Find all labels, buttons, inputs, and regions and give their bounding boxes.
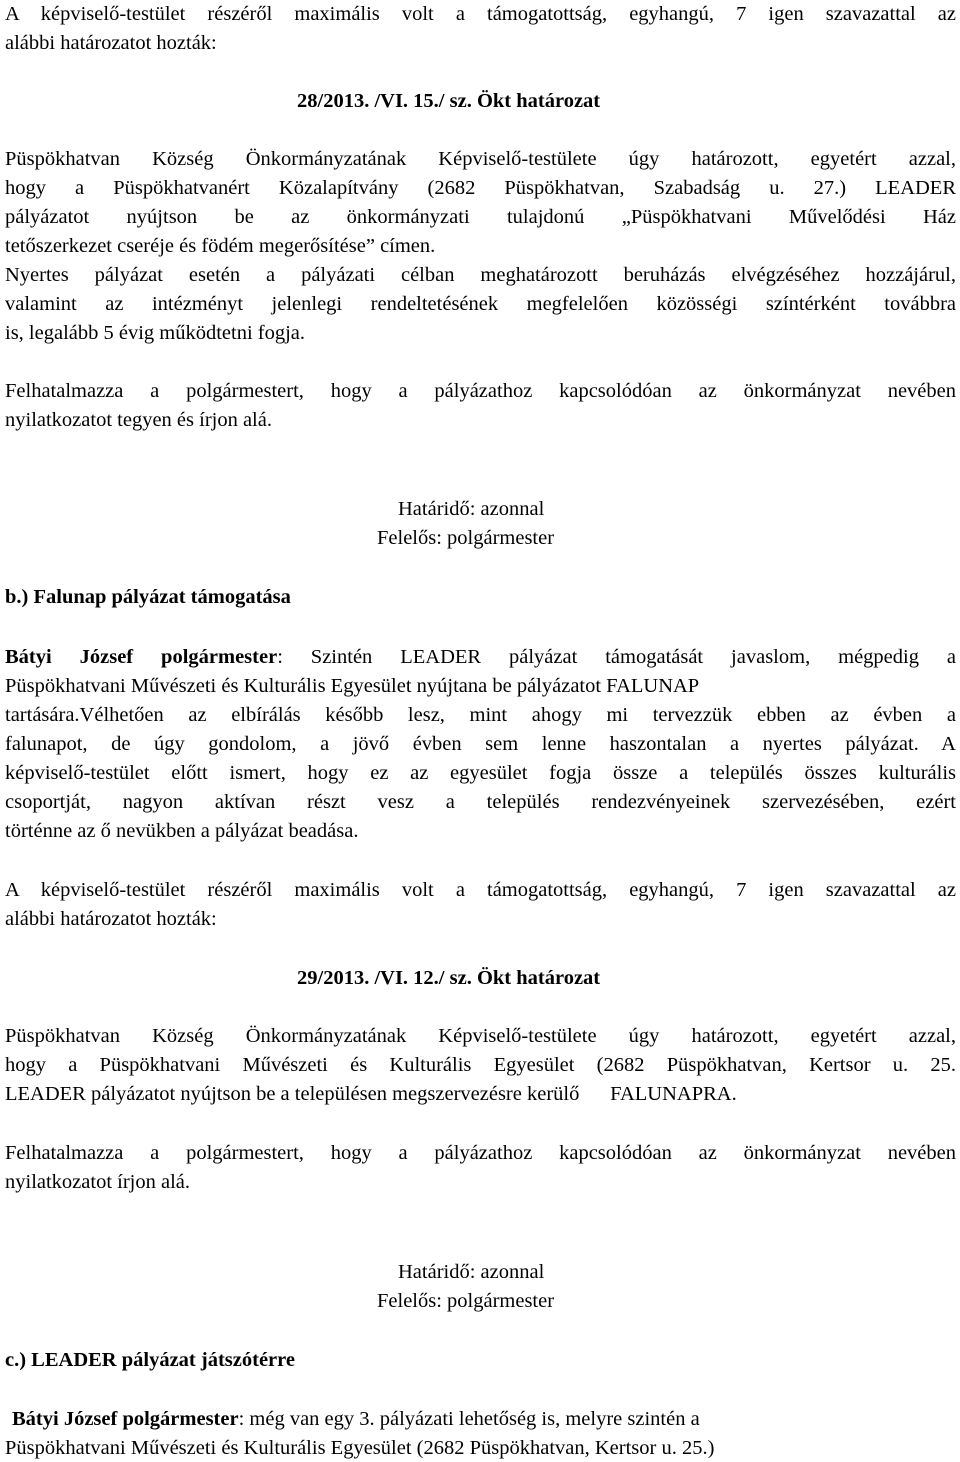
vote-statement-line: A képviselő-testület részéről maximális volt a támogatottság, egyhangú, 7 igen szavazattal az [5, 3, 956, 25]
resolution-text-line: hogy a Püspökhatvani Művészeti és Kulturális Egyesület (2682 Püspökhatvan, Kertsor u. 25. [5, 1054, 956, 1076]
resolution-text-line: Püspökhatvan Község Önkormányzatának Képviselő-testülete úgy határozott, egyetért azzal, [5, 148, 956, 170]
resolution-title: 28/2013. /VI. 15./ sz. Ökt határozat [297, 90, 601, 112]
vote-statement-line: A képviselő-testület részéről maximális volt a támogatottság, egyhangú, 7 igen szavazattal az [5, 879, 956, 901]
speech-line: történne az ő nevükben a pályázat beadása. [5, 820, 359, 842]
authorization-line: nyilatkozatot tegyen és írjon alá. [5, 409, 272, 431]
speech-line: Püspökhatvani Művészeti és Kulturális Egyesület (2682 Püspökhatvan, Kertsor u. 25.) [5, 1437, 715, 1459]
vote-statement-line: alábbi határozatot hozták: [5, 908, 217, 930]
resolution-text-line: Nyertes pályázat esetén a pályázati célban meghatározott beruházás elvégzéséhez hozzájárul, [5, 264, 956, 286]
authorization-line: Felhatalmazza a polgármestert, hogy a pályázathoz kapcsolódóan az önkormányzat nevében [5, 1142, 956, 1164]
speaker-line [5, 645, 956, 669]
resolution-text-line: LEADER pályázatot nyújtson be a településen megszervezésre kerülő FALUNAPRA. [5, 1083, 737, 1105]
resolution-text-line: pályázatot nyújtson be az önkormányzati tulajdonú „Püspökhatvani Művelődési Ház [5, 206, 956, 228]
responsible-label: Felelős: polgármester [377, 1290, 555, 1312]
speech-line: Püspökhatvani Művészeti és Kulturális Egyesület nyújtana be pályázatot FALUNAP [5, 675, 700, 697]
deadline-label: Határidő: azonnal [398, 498, 545, 520]
authorization-line: Felhatalmazza a polgármestert, hogy a pályázathoz kapcsolódóan az önkormányzat nevében [5, 380, 956, 402]
resolution-text-line: hogy a Püspökhatvanért Közalapítvány (2682 Püspökhatvan, Szabadság u. 27.) LEADER [5, 177, 956, 199]
speech-line: tartására.Vélhetően az elbírálás később lesz, mint ahogy mi tervezzük ebben az évben a [5, 704, 956, 726]
section-heading: b.) Falunap pályázat támogatása [5, 586, 291, 608]
authorization-line: nyilatkozatot írjon alá. [5, 1171, 191, 1193]
speech-line: csoportját, nagyon aktívan részt vesz a település rendezvényeinek szervezésében, ezért [5, 791, 956, 813]
speaker-name: Bátyi József polgármester [5, 646, 278, 668]
speaker-line [12, 1407, 700, 1431]
section-heading: c.) LEADER pályázat játszótérre [5, 1349, 295, 1371]
resolution-text-line: Püspökhatvan Község Önkormányzatának Képviselő-testülete úgy határozott, egyetért azzal, [5, 1025, 956, 1047]
vote-statement-line: alábbi határozatot hozták: [5, 32, 217, 54]
speech-line: falunapot, de úgy gondolom, a jövő évben sem lenne haszontalan a nyertes pályázat. A [5, 733, 956, 755]
speaker-text: : Szintén LEADER pályázat támogatását javaslom, mégpedig a [277, 646, 956, 668]
speaker-name: Bátyi József polgármester [12, 1408, 239, 1430]
resolution-title: 29/2013. /VI. 12./ sz. Ökt határozat [297, 967, 601, 989]
speech-line: képviselő-testület előtt ismert, hogy ez az egyesület fogja össze a település összes kulturális [5, 762, 956, 784]
resolution-text-line: valamint az intézményt jelenlegi rendeltetésének megfelelően közösségi színtérként továbbra [5, 293, 956, 315]
resolution-text-line: tetőszerkezet cseréje és födém megerősítése” címen. [5, 235, 436, 257]
responsible-label: Felelős: polgármester [377, 527, 555, 549]
deadline-label: Határidő: azonnal [398, 1261, 545, 1283]
resolution-text-line: is, legalább 5 évig működtetni fogja. [5, 322, 306, 344]
speaker-text: : még van egy 3. pályázati lehetőség is, melyre szintén a [238, 1408, 700, 1430]
